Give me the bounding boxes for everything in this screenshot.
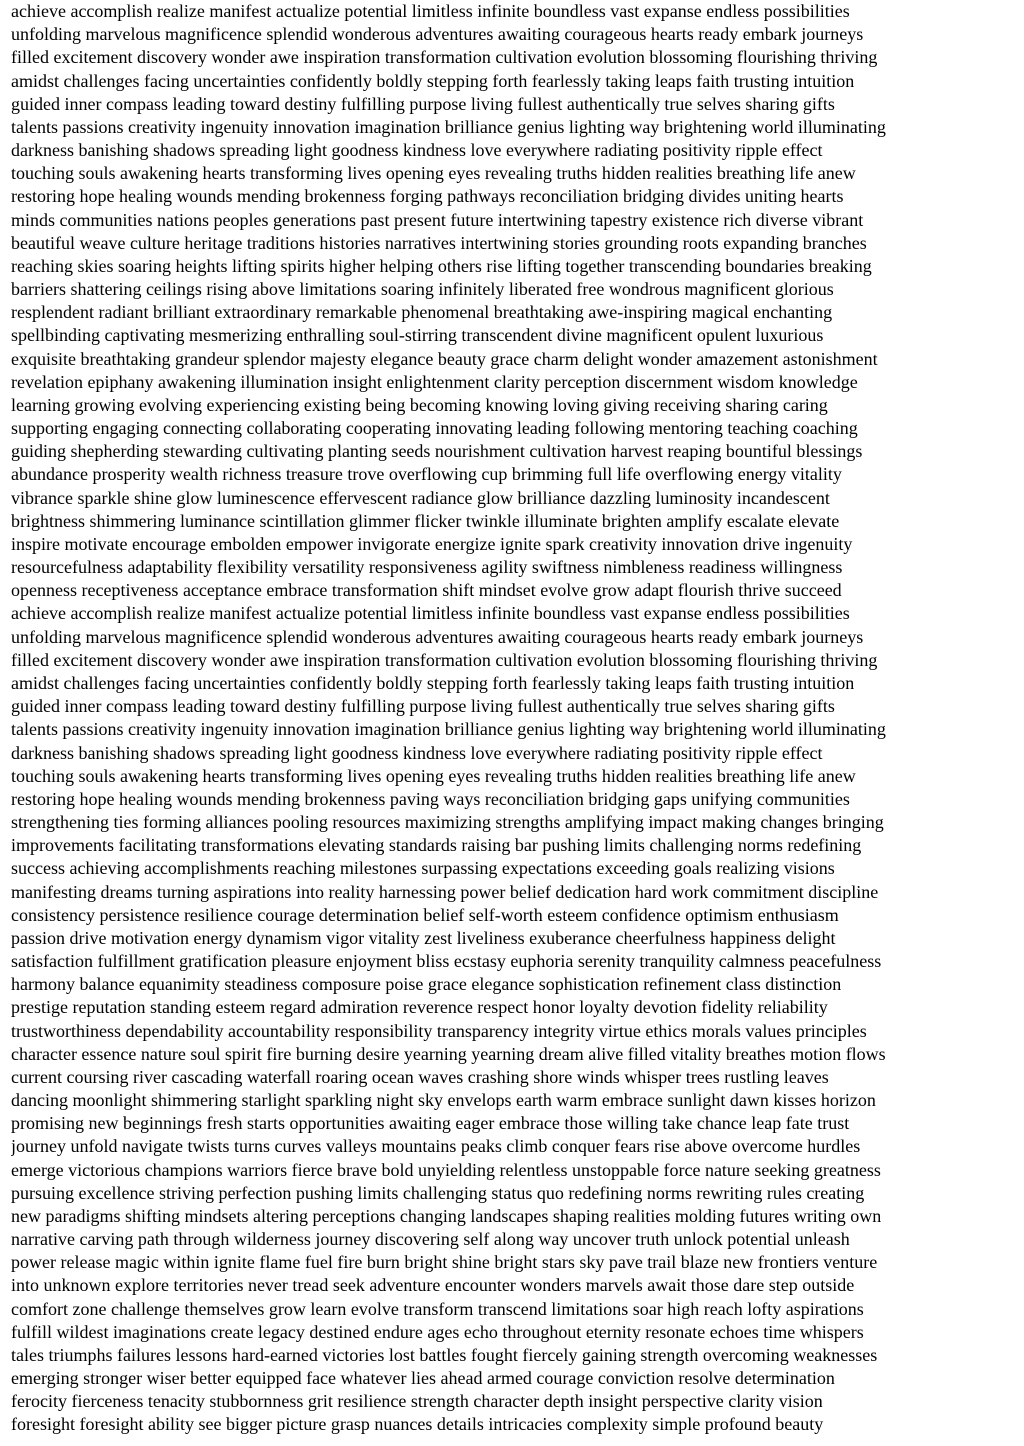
text-line: openness receptiveness acceptance embrace transformation shift mindset evolve grow adapt flourish thrive succeed	[11, 580, 842, 601]
text-line: improvements facilitating transformations elevating standards raising bar pushing limits challenging norms redefining	[11, 835, 862, 856]
text-line: darkness banishing shadows spreading light goodness kindness love everywhere radiating positivity ripple effect	[11, 742, 823, 763]
text-line: harmony balance equanimity steadiness composure poise grace elegance sophistication refinement class distinction	[11, 974, 842, 995]
text-line: into unknown explore territories never tread seek adventure encounter wonders marvels await those dare step outside	[11, 1275, 855, 1296]
text-line: trustworthiness dependability accountability responsibility transparency integrity virtue ethics morals values principles	[11, 1020, 867, 1041]
text-line: beautiful weave culture heritage traditions histories narratives intertwining stories grounding roots expanding branches	[11, 232, 867, 253]
text-line: current coursing river cascading waterfall roaring ocean waves crashing shore winds whisper trees rustling leaves	[11, 1066, 829, 1087]
text-line: barriers shattering ceilings rising above limitations soaring infinitely liberated free wondrous magnificent glorious	[11, 279, 834, 300]
document-page	[11, 0, 1021, 1437]
text-line: consistency persistence resilience courage determination belief self-worth esteem confidence optimism enthusiasm	[11, 904, 839, 925]
text-line: foresight foresight ability see bigger picture grasp nuances details intricacies complexity simple profound beauty	[11, 1414, 824, 1435]
text-line: revelation epiphany awakening illumination insight enlightenment clarity perception discernment wisdom knowledge	[11, 371, 858, 392]
text-line: brightness shimmering luminance scintillation glimmer flicker twinkle illuminate brighten amplify escalate elevate	[11, 510, 840, 531]
text-line: abundance prosperity wealth richness treasure trove overflowing cup brimming full life overflowing energy vitality	[11, 464, 842, 485]
text-line: guided inner compass leading toward destiny fulfilling purpose living fullest authentically true selves sharing gifts	[11, 93, 835, 114]
text-line: amidst challenges facing uncertainties confidently boldly stepping forth fearlessly taking leaps faith trusting intuition	[11, 70, 855, 91]
text-line: manifesting dreams turning aspirations into reality harnessing power belief dedication hard work commitment discipline	[11, 881, 879, 902]
text-line: exquisite breathtaking grandeur splendor majesty elegance beauty grace charm delight wonder amazement astonishment	[11, 348, 878, 369]
text-line: journey unfold navigate twists turns curves valleys mountains peaks climb conquer fears rise above overcome hurdles	[11, 1136, 861, 1157]
text-line: reaching skies soaring heights lifting spirits higher helping others rise lifting together transcending boundaries breaking	[11, 255, 872, 276]
text-line: filled excitement discovery wonder awe inspiration transformation cultivation evolution blossoming flourishing thriving	[11, 649, 878, 670]
text-line: filled excitement discovery wonder awe inspiration transformation cultivation evolution blossoming flourishing thriving	[11, 47, 878, 68]
text-line: strengthening ties forming alliances pooling resources maximizing strengths amplifying impact making changes bringing	[11, 812, 884, 833]
text-line: passion drive motivation energy dynamism vigor vitality zest liveliness exuberance cheerfulness happiness delight	[11, 927, 836, 948]
text-line: power release magic within ignite flame fuel fire burn bright shine bright stars sky pave trail blaze new frontiers venture	[11, 1252, 878, 1273]
text-line: promising new beginnings fresh starts opportunities awaiting eager embrace those willing take chance leap fate trust	[11, 1113, 850, 1134]
text-line: restoring hope healing wounds mending brokenness paving ways reconciliation bridging gaps unifying communities	[11, 788, 850, 809]
text-line: achieve accomplish realize manifest actualize potential limitless infinite boundless vast expanse endless possibilities	[11, 1, 850, 21]
text-line: fulfill wildest imaginations create legacy destined endure ages echo throughout eternity resonate echoes time whispers	[11, 1321, 864, 1342]
text-line: prestige reputation standing esteem regard admiration reverence respect honor loyalty devotion fidelity reliability	[11, 997, 828, 1018]
text-line: guiding shepherding stewarding cultivating planting seeds nourishment cultivation harvest reaping bountiful blessings	[11, 441, 863, 462]
text-line: restoring hope healing wounds mending brokenness forging pathways reconciliation bridging divides uniting hearts	[11, 186, 844, 207]
text-line: character essence nature soul spirit fire burning desire yearning yearning dream alive filled vitality breathes motion flows	[11, 1043, 886, 1064]
text-line: darkness banishing shadows spreading light goodness kindness love everywhere radiating positivity ripple effect	[11, 140, 823, 161]
text-line: ferocity fierceness tenacity stubbornness grit resilience strength character depth insight perspective clarity vision	[11, 1391, 823, 1412]
text-line: narrative carving path through wilderness journey discovering self along way uncover truth unlock potential unleash	[11, 1229, 850, 1250]
text-line: spellbinding captivating mesmerizing enthralling soul-stirring transcendent divine magnificent opulent luxurious	[11, 325, 824, 346]
text-line: touching souls awakening hearts transforming lives opening eyes revealing truths hidden realities breathing life anew	[11, 163, 856, 184]
text-line: inspire motivate encourage embolden empower invigorate energize ignite spark creativity innovation drive ingenuity	[11, 533, 853, 554]
text-line: talents passions creativity ingenuity innovation imagination brilliance genius lighting way brightening world illuminating	[11, 116, 886, 137]
text-line: resourcefulness adaptability flexibility versatility responsiveness agility swiftness nimbleness readiness willingness	[11, 557, 843, 578]
text-line: unfolding marvelous magnificence splendid wonderous adventures awaiting courageous hearts ready embark journeys	[11, 24, 864, 45]
text-line: guided inner compass leading toward destiny fulfilling purpose living fullest authentically true selves sharing gifts	[11, 696, 835, 717]
text-line: new paradigms shifting mindsets altering perceptions changing landscapes shaping realities molding futures writing own	[11, 1205, 882, 1226]
text-line: comfort zone challenge themselves grow learn evolve transform transcend limitations soar high reach lofty aspirations	[11, 1298, 864, 1319]
text-line: unfolding marvelous magnificence splendid wonderous adventures awaiting courageous hearts ready embark journeys	[11, 626, 864, 647]
text-line: talents passions creativity ingenuity innovation imagination brilliance genius lighting way brightening world illuminating	[11, 719, 886, 740]
text-line: vibrance sparkle shine glow luminescence effervescent radiance glow brilliance dazzling luminosity incandescent	[11, 487, 830, 508]
text-line: resplendent radiant brilliant extraordinary remarkable phenomenal breathtaking awe-inspiring magical enchanting	[11, 302, 833, 323]
text-line: success achieving accomplishments reaching milestones surpassing expectations exceeding goals realizing visions	[11, 858, 835, 879]
text-line: pursuing excellence striving perfection pushing limits challenging status quo redefining norms rewriting rules creating	[11, 1182, 865, 1203]
text-line: achieve accomplish realize manifest actualize potential limitless infinite boundless vast expanse endless possibilities	[11, 603, 850, 624]
text-line: emerge victorious champions warriors fierce brave bold unyielding relentless unstoppable force nature seeking greatness	[11, 1159, 881, 1180]
text-line: touching souls awakening hearts transforming lives opening eyes revealing truths hidden realities breathing life anew	[11, 765, 856, 786]
text-line: dancing moonlight shimmering starlight sparkling night sky envelops earth warm embrace sunlight dawn kisses horizon	[11, 1090, 876, 1111]
text-line: minds communities nations peoples generations past present future intertwining tapestry existence rich diverse vibrant	[11, 209, 864, 230]
text-line: emerging stronger wiser better equipped face whatever lies ahead armed courage conviction resolve determination	[11, 1368, 835, 1389]
text-line: learning growing evolving experiencing existing being becoming knowing loving giving receiving sharing caring	[11, 394, 828, 415]
text-line: tales triumphs failures lessons hard-earned victories lost battles fought fiercely gaining strength overcoming weaknesses	[11, 1344, 878, 1365]
text-line: amidst challenges facing uncertainties confidently boldly stepping forth fearlessly taking leaps faith trusting intuition	[11, 672, 855, 693]
text-line: satisfaction fulfillment gratification pleasure enjoyment bliss ecstasy euphoria serenity tranquility calmness peacefulness	[11, 951, 882, 972]
text-line: supporting engaging connecting collaborating cooperating innovating leading following mentoring teaching coaching	[11, 418, 858, 439]
